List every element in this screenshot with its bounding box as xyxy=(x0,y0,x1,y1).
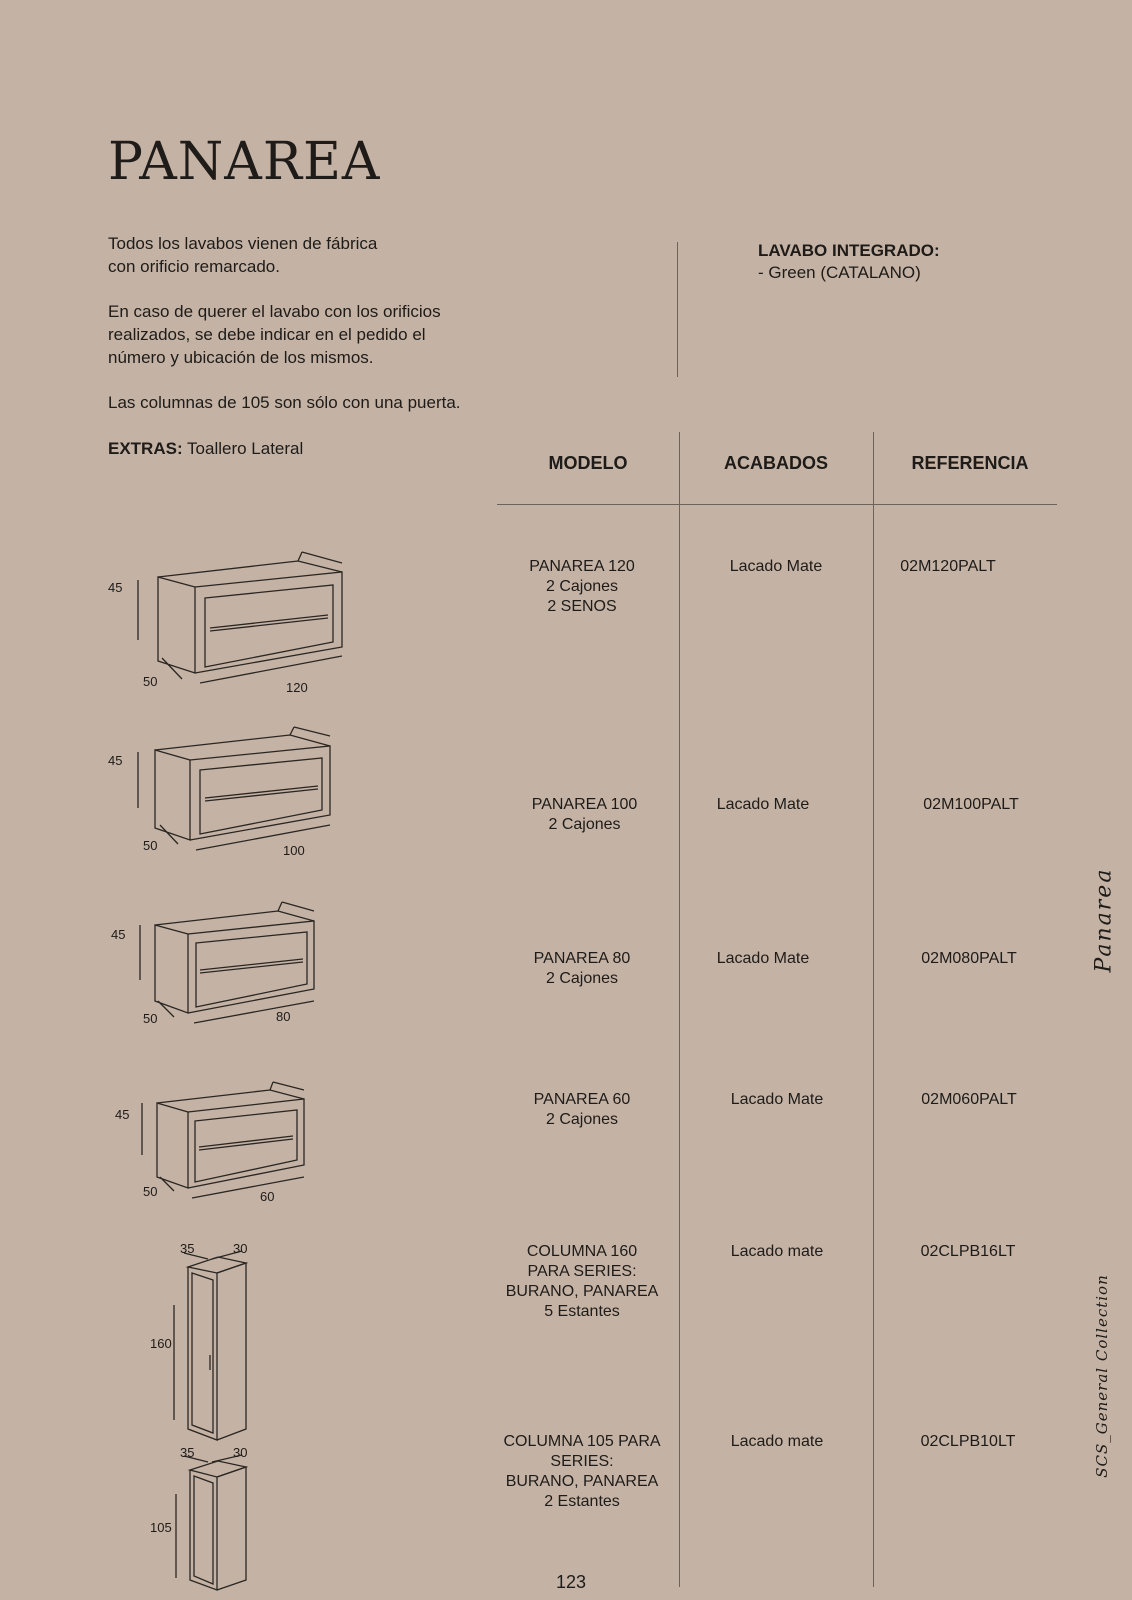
dim-col160-width: 35 xyxy=(180,1241,195,1256)
intro-text xyxy=(108,232,548,278)
page-number: 123 xyxy=(556,1572,587,1592)
vanity-60-drawing xyxy=(130,1085,320,1205)
dim-col105-depth: 30 xyxy=(233,1445,248,1460)
header-acabados: ACABADOS xyxy=(723,453,828,473)
intro-text-2 xyxy=(108,300,548,369)
dim-80-height: 45 xyxy=(111,927,126,942)
lavabo-info xyxy=(758,240,940,284)
vanity-120-drawing xyxy=(130,555,360,700)
extras-label: EXTRAS: xyxy=(108,439,183,458)
dim-80-depth: 50 xyxy=(143,1011,158,1026)
row-2-acabado: Lacado Mate xyxy=(716,796,810,813)
table-divider-1 xyxy=(679,432,680,1587)
row-3-modelo: PANAREA 80 2 Cajones xyxy=(533,950,631,987)
row-1-acabado: Lacado Mate xyxy=(729,558,823,575)
row-4-acabado: Lacado Mate xyxy=(730,1091,824,1108)
lavabo-heading: LAVABO INTEGRADO: xyxy=(758,241,940,260)
dim-120-depth: 50 xyxy=(143,674,158,689)
intro-text-3 xyxy=(108,391,548,414)
extras xyxy=(108,437,548,460)
lavabo-value: - Green (CATALANO) xyxy=(758,263,921,282)
row-6-ref: 02CLPB10LT xyxy=(920,1433,1016,1450)
row-3-acabado: Lacado Mate xyxy=(716,950,810,967)
table-header-rule xyxy=(497,504,1057,505)
info-divider xyxy=(677,242,678,377)
vanity-80-drawing xyxy=(130,905,330,1025)
table-divider-2 xyxy=(873,432,874,1587)
row-2-ref: 02M100PALT xyxy=(923,796,1019,813)
dim-80-width: 80 xyxy=(276,1009,291,1024)
dim-60-depth: 50 xyxy=(143,1184,158,1199)
row-6-acabado: Lacado mate xyxy=(730,1433,824,1450)
dim-100-height: 45 xyxy=(108,753,123,768)
intro-paragraph-1: Todos los lavabos vienen de fábrica con orificio remarcado. xyxy=(108,234,378,276)
extras-value: Toallero Lateral xyxy=(182,439,304,458)
dim-100-width: 100 xyxy=(283,843,305,858)
dim-col105-width: 35 xyxy=(180,1445,195,1460)
dim-60-width: 60 xyxy=(260,1189,275,1204)
row-6-modelo: COLUMNA 105 PARA SERIES: BURANO, PANAREA 2 Estantes xyxy=(503,1433,661,1510)
dim-120-width: 120 xyxy=(286,680,308,695)
dim-col160-depth: 30 xyxy=(233,1241,248,1256)
header-modelo: MODELO xyxy=(548,453,628,473)
dim-col105-height: 105 xyxy=(150,1520,172,1535)
dim-col160-height: 160 xyxy=(150,1336,172,1351)
row-1-ref: 02M120PALT xyxy=(900,558,996,575)
dim-120-height: 45 xyxy=(108,580,123,595)
vanity-100-drawing xyxy=(130,730,350,860)
dim-60-height: 45 xyxy=(115,1107,130,1122)
intro-paragraph-3: Las columnas de 105 son sólo con una puerta. xyxy=(108,393,461,412)
intro-paragraph-2: En caso de querer el lavabo con los orificios realizados, se debe indicar en el pedido el número y ubicación de los mismos. xyxy=(108,302,441,367)
row-4-modelo: PANAREA 60 2 Cajones xyxy=(533,1091,631,1128)
dim-100-depth: 50 xyxy=(143,838,158,853)
row-5-ref: 02CLPB16LT xyxy=(920,1243,1016,1260)
page-title: PANAREA xyxy=(108,132,381,192)
row-1-modelo: PANAREA 120 2 Cajones 2 SENOS xyxy=(529,558,635,615)
side-collection: SCS_General Collection xyxy=(1093,1274,1111,1478)
row-2-modelo: PANAREA 100 2 Cajones xyxy=(531,796,638,833)
side-title: Panarea xyxy=(1091,867,1117,973)
row-5-acabado: Lacado mate xyxy=(730,1243,824,1260)
header-referencia: REFERENCIA xyxy=(911,453,1029,473)
row-4-ref: 02M060PALT xyxy=(921,1091,1017,1108)
row-3-ref: 02M080PALT xyxy=(921,950,1017,967)
row-5-modelo: COLUMNA 160 PARA SERIES: BURANO, PANAREA 5 Estantes xyxy=(505,1243,659,1320)
